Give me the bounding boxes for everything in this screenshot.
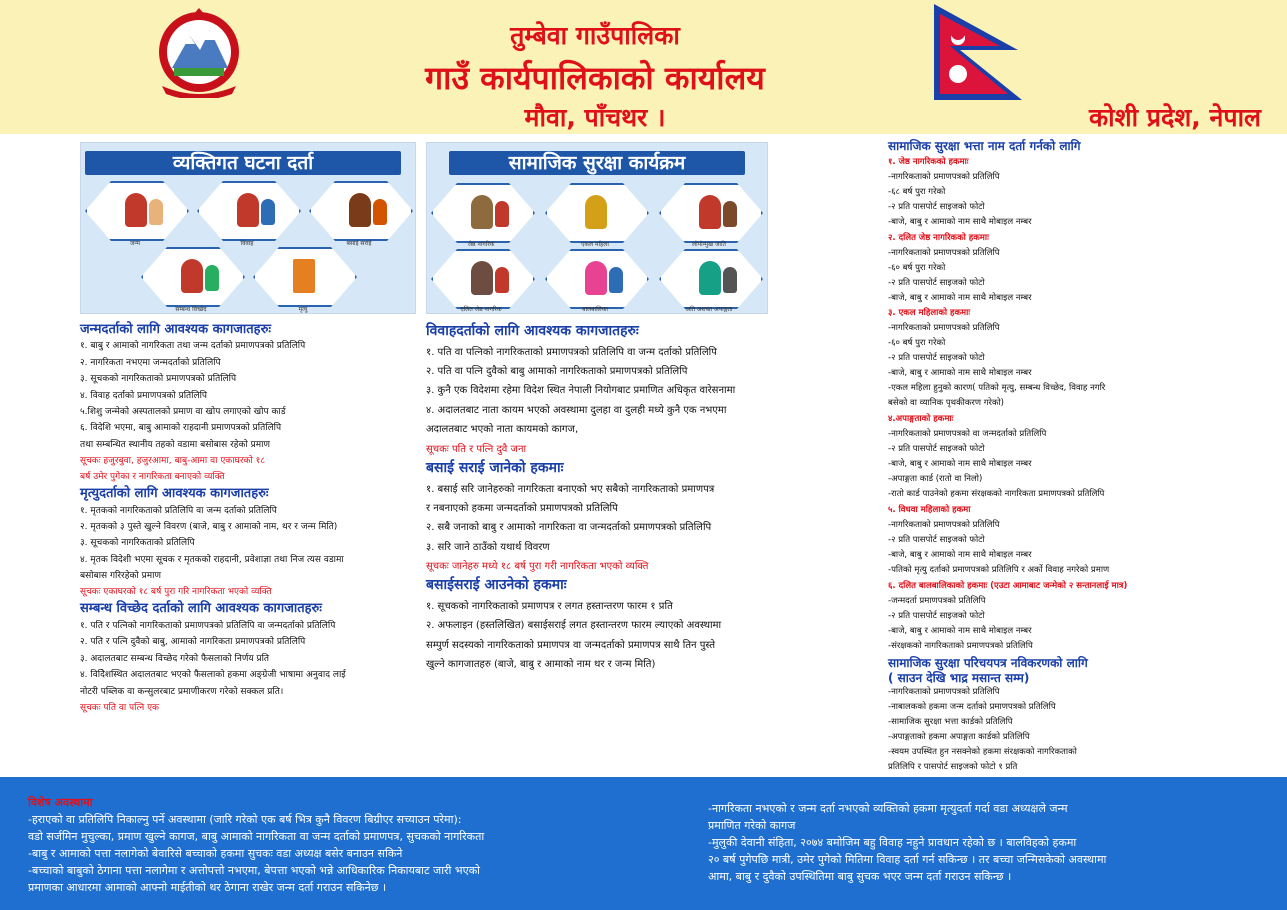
birth-item: ५.शिशु जन्मेको अस्पतालको प्रमाण वा खोप लगाएको खोप कार्ड (80, 407, 286, 417)
divorce-item: १. पति र पत्निको नागरिकताको प्रमाणपत्रको प्रतिलिपि वा जन्मदर्ताको प्रतिलिपि (80, 621, 336, 631)
allowance-item: -६० बर्ष पुरा गरेको (888, 338, 946, 348)
renewal-item: -नागरिकताको प्रमाणपत्रको प्रतिलिपि (888, 687, 1000, 697)
migration-out-informant-note: सूचकः जानेहरु मध्ये १८ बर्ष पुरा गरी नागरिकता भएको व्यक्ति (426, 561, 649, 572)
caption-single-woman: एकल महिला (581, 241, 609, 248)
caption-marriage: विवाह (240, 240, 254, 247)
allowance-group-heading: ४.अपाङ्गताको हकमाः (888, 414, 954, 424)
nepal-emblem-icon (140, 6, 258, 98)
footer-right-line: आमा, बाबु र दुवैको उपस्थितिमा बाबु सुचक भएर जन्म दर्ता गराउन सकिन्छ । (708, 870, 1012, 883)
death-item: ४. मृतक विदेशी भएमा सूचक र मृतकको राहदानी, प्रवेशाज्ञा तथा निज त्यस वडामा (80, 555, 344, 565)
allowance-item: बसेको वा व्यानिक पृथकीकरण गरेको) (888, 398, 1004, 408)
marriage-registration-heading: विवाहदर्ताको लागि आवश्यक कागजातहरुः (426, 323, 639, 339)
footer-left-line: -हराएको वा प्रतिलिपि निकाल्नु पर्ने अवस्थामा (जारि गरेको एक बर्ष भित्र कुनै विवरण बिग्रीएर सच्याउन परेमा): (28, 813, 462, 826)
footer-right-line: २० बर्ष पुगेपछि मात्री, उमेर पुगेको मितिमा विवाह दर्ता गर्न सकिन्छ । तर बच्चा जन्मिसकेको अवस्थामा (708, 853, 1107, 866)
marriage-item: अदालतबाट भएको नाता कायमको कागज, (426, 424, 579, 435)
allowance-item: -बाजे, बाबु र आमाको नाम साथै मोबाइल नम्बर (888, 550, 1032, 560)
caption-death: मृत्यु (298, 306, 308, 313)
divorce-item: २. पति र पत्नि दुवैको बाबु, आमाको नागरिकता प्रमाणपत्रको प्रतिलिपि (80, 637, 306, 647)
migration-illustration (309, 181, 413, 241)
caption-senior: जेष्ठ नागरिक (467, 241, 495, 248)
senior-citizen-illustration (431, 183, 535, 243)
allowance-item: -बाजे, बाबु र आमाको नाम साथै मोबाइल नम्बर (888, 368, 1032, 378)
renewal-item: -नाबालकको हकमा जन्म दर्ताको प्रमाणपत्रको प्रतिलिपि (888, 702, 1056, 712)
divorce-informant-note: सूचकः पति वा पत्नि एक (80, 703, 159, 713)
marriage-illustration (197, 181, 301, 241)
allowance-item: -अपाङ्गता कार्ड (रातो वा निलो) (888, 474, 983, 484)
renewal-item: प्रतिलिपि र पासपोर्ट साइजको फोटो १ प्रति (888, 762, 1018, 772)
caption-birth: जन्म (130, 240, 140, 247)
migration-in-item: २. अफलाइन (हस्तलिखित) बसाईसराई लगत हस्तान्तरण फारम ल्याएको अवस्थामा (426, 620, 722, 631)
allowance-item: -२ प्रति पासपोर्ट साइजको फोटो (888, 278, 985, 288)
caption-children: बालबालिका (582, 306, 608, 313)
municipality-name: तुम्बेवा गाउँपालिका (510, 21, 680, 50)
birth-registration-heading: जन्मदर्ताको लागि आवश्यक कागजातहरुः (80, 322, 271, 337)
allowance-item: -६८ बर्ष पुरा गरेको (888, 187, 946, 197)
personal-events-panel (80, 142, 416, 314)
allowance-item: -संरक्षकको नागरिकताको प्रमाणपत्रको प्रतिलिपि (888, 641, 1033, 651)
allowance-item: -रातो कार्ड पाउनेको हकमा संरक्षकको नागरिकता प्रमाणपत्रको प्रतिलिपि (888, 489, 1105, 499)
death-item: बसोबास गरिरहेको प्रमाण (80, 571, 161, 581)
birth-informant-note: बर्ष उमेर पुगेका र नागरिकता बनाएको व्यक्ति (80, 472, 225, 482)
migration-in-heading: बसाईसराई आउनेको हकमाः (426, 577, 567, 593)
divorce-item: नोटरी पब्लिक वा कन्सुलरबाट प्रमाणीकरण गरेको सक्कल प्रति। (80, 687, 284, 697)
endangered-ethnic-illustration (659, 183, 763, 243)
allowance-item: -बाजे, बाबु र आमाको नाम साथै मोबाइल नम्बर (888, 459, 1032, 469)
death-informant-note: सूचकः एकाघरको १८ बर्ष पुरा गरि नागरिकता भएको व्यक्ति (80, 587, 272, 597)
allowance-item: -बाजे, बाबु र आमाको नाम साथै मोबाइल नम्बर (888, 626, 1032, 636)
id-renewal-heading: सामाजिक सुरक्षा परिचयपत्र नविकरणको लागि (888, 656, 1088, 670)
migration-in-item: खुल्ने कागजातहरु (बाजे, बाबु र आमाको नाम थर र जन्म मिति) (426, 659, 656, 670)
allowance-group-heading: १. जेष्ठ नागरिकको हकमाः (888, 157, 969, 167)
divorce-illustration (141, 247, 245, 307)
allowance-item: -बाजे, बाबु र आमाको नाम साथै मोबाइल नम्बर (888, 217, 1032, 227)
renewal-item: -स्वयम उपस्थित हुन नसक्नेको हकमा संरक्षकको नागरिकताको (888, 747, 1077, 757)
header-banner (0, 0, 1287, 134)
allowance-item: -२ प्रति पासपोर्ट साइजको फोटो (888, 535, 985, 545)
footer-special-cases (0, 777, 1287, 910)
marriage-informant-note: सूचकः पति र पत्नि दुवै जना (426, 444, 527, 455)
renewal-item: -अपाङ्गताको हकमा अपाङ्गता कार्डको प्रतिलिपि (888, 732, 1030, 742)
birth-informant-note: सूचकः हजुरबुवा, हजुरआमा, बाबु-आमा वा एकाघरको १८ (80, 456, 266, 466)
allowance-item: -नागरिकताको प्रमाणपत्रको वा जन्मदर्ताको प्रतिलिपि (888, 429, 1047, 439)
allowance-item: -नागरिकताको प्रमाणपत्रको प्रतिलिपि (888, 172, 1000, 182)
birth-item: २. नागरिकता नभएमा जन्मदर्ताको प्रतिलिपि (80, 358, 221, 368)
marriage-item: ४. अदालतबाट नाता कायम भएको अवस्थामा दुलहा वा दुलही मध्ये कुनै एक नभएमा (426, 405, 727, 416)
death-item: ३. सूचकको नागरिकताको प्रतिलिपि (80, 538, 195, 548)
birth-item: १. बाबु र आमाको नागरिकता तथा जन्म दर्ताको प्रमाणपत्रको प्रतिलिपि (80, 341, 306, 351)
children-illustration (545, 249, 649, 309)
footer-left-line: वडो सर्जमिन मुचुल्का, प्रमाण खुल्ने कागज, बाबु आमाको नागरिकता वा जन्म दर्ताको प्रमाणपत्र, सुचकको नागरिकता (28, 830, 485, 843)
allowance-item: -बाजे, बाबु र आमाको नाम साथै मोबाइल नम्बर (888, 293, 1032, 303)
province-label: कोशी प्रदेश, नेपाल (1088, 103, 1261, 132)
social-security-title: सामाजिक सुरक्षा कार्यक्रम (449, 151, 745, 175)
allowance-item: -२ प्रति पासपोर्ट साइजको फोटो (888, 611, 985, 621)
allowance-group-heading: ३. एकल महिलाको हकमाः (888, 308, 971, 318)
allowance-item: -पतिको मृत्यु दर्ताको प्रमाणपत्रको प्रतिलिपि र अर्को विवाह नगरेको प्रमाण (888, 565, 1110, 575)
migration-out-heading: बसाई सराई जानेको हकमाः (426, 460, 564, 476)
marriage-item: २. पति वा पत्नि दुवैको बाबु आमाको नागरिकताको प्रमाणपत्रको प्रतिलिपि (426, 366, 688, 377)
birth-item: ३. सूचकको नागरिकताको प्रमाणपत्रको प्रतिलिपि (80, 374, 237, 384)
caption-endangered: लोपोन्मुख जाति (692, 241, 726, 248)
divorce-item: ४. विदिेशस्थित अदालतबाट भएको फैसलाको हकमा अङ्ग्रेजी भाषामा अनुवाद लाई (80, 670, 346, 680)
divorce-item: ३. अदालतबाट सम्बन्ध विच्छेद गरेको फैसलाको निर्णय प्रति (80, 654, 270, 664)
allowance-item: -२ प्रति पासपोर्ट साइजको फोटो (888, 202, 985, 212)
caption-migration: बसाई सराई (346, 240, 372, 247)
footer-right-line: -मुलुकी देवानी संहिता, २०७४ बमोजिम बहु विवाह नहुने प्रावधान रहेको छ । बालविहको हकमा (708, 836, 1077, 849)
caption-dalit-senior: दलित जेष्ठ नागरिक (460, 306, 502, 313)
birth-item: ४. विवाह दर्ताको प्रमाणपत्रको प्रतिलिपि (80, 391, 208, 401)
social-security-panel (426, 142, 768, 314)
footer-right-line: -नागरिकता नभएको र जन्म दर्ता नभएको व्यक्तिको हकमा मृत्युदर्ता गर्दा वडा अध्यक्षले जन्म (708, 802, 1068, 815)
migration-out-item: र नबनाएको हकमा जन्मदर्ताको प्रमाणपत्रको प्रतिलिपि (426, 503, 618, 514)
dalit-senior-illustration (431, 249, 535, 309)
footer-left-line: -बाबु र आमाको पत्ता नलागेको बेवारिसे बच्चाको हकमा सुचकः वडा अध्यक्ष बसेर बनाउन सकिने (28, 847, 403, 860)
office-location: मौवा, पाँचथर । (524, 103, 666, 132)
allowance-item: -२ प्रति पासपोर्ट साइजको फोटो (888, 444, 985, 454)
allowance-item: -६० बर्ष पुरा गरेको (888, 263, 946, 273)
footer-left-line: प्रमाणका आधारमा आमाको आफ्नो माईतीको थर ठेगाना राखेर जन्म दर्ता गराउन सकिनेछ । (28, 881, 387, 894)
birth-item: तथा सम्बन्धित स्थानीय तहको वडामा बसोबास रहेको प्रमाण (80, 440, 270, 450)
birth-item: ६. विदेशि भएमा, बाबु आमाको राहदानी प्रमाणपत्रको प्रतिलिपि (80, 423, 282, 433)
divorce-registration-heading: सम्बन्ध विच्छेद दर्ताको लागि आवश्यक कागजातहरुः (80, 601, 322, 616)
birth-illustration (85, 181, 189, 241)
death-registration-heading: मृत्युदर्ताको लागि आवश्यक कागजातहरुः (80, 486, 269, 501)
single-woman-illustration (545, 183, 649, 243)
death-item: १. मृतकको नागरिकताको प्रतिलिपि वा जन्म दर्ताको प्रतिलिपि (80, 506, 277, 516)
allowance-item: -नागरिकताको प्रमाणपत्रको प्रतिलिपि (888, 323, 1000, 333)
id-renewal-period: ( साउन देखि भाद्र मसान्त सम्म) (888, 671, 1030, 685)
allowance-item: -२ प्रति पासपोर्ट साइजको फोटो (888, 353, 985, 363)
personal-events-title: व्यक्तिगत घटना दर्ता (85, 151, 401, 175)
nepal-flag-icon (930, 2, 1026, 102)
special-cases-heading: विशेष अवस्थामा (28, 796, 93, 809)
allowance-item: -जन्मदर्ता प्रमाणपत्रको प्रतिलिपि (888, 596, 986, 606)
allowance-item: -एकल महिला हुनुको कारण( पतिको मृत्यु, सम्बन्ध विच्छेद, विवाह नगरि (888, 383, 1106, 393)
footer-left-line: -बच्चाको बाबुको ठेगाना पत्ता नलागेमा र अत्तोपत्तो नभएमा, बेपत्ता भएको भन्ने आधिकारिक निकायबाट जारी भएको (28, 864, 481, 877)
caption-disability: अति अशक्त अपाङ्गता (685, 306, 733, 313)
office-name: गाउँ कार्यपालिकाको कार्यालय (425, 59, 765, 97)
social-allowance-heading: सामाजिक सुरक्षा भत्ता नाम दर्ता गर्नको लागि (888, 139, 1081, 153)
marriage-item: ३. कुनै एक विदेशमा रहेमा विदेश स्थित नेपाली नियोगबाट प्रमाणित अधिकृत वारेसनामा (426, 385, 736, 396)
renewal-item: -सामाजिक सुरक्षा भत्ता कार्डको प्रतिलिपि (888, 717, 1013, 727)
migration-in-item: १. सूचकको नागरिकताको प्रमाणपत्र र लगत हस्तान्तरण फारम १ प्रति (426, 601, 673, 612)
allowance-group-heading: २. दलित जेष्ठ नागरिकको हकमाः (888, 233, 989, 243)
allowance-item: -नागरिकताको प्रमाणपत्रको प्रतिलिपि (888, 248, 1000, 258)
death-illustration (253, 247, 357, 307)
allowance-group-heading: ६. दलित बालबालिकाको हकमाः (एउटा आमाबाट जन्मेको २ सन्तानलाई मात्र) (888, 581, 1128, 591)
footer-right-line: प्रमाणित गरेको कागज (708, 819, 796, 832)
migration-in-item: सम्पुर्ण सदस्यको नागरिकताको प्रमाणपत्र वा जन्मदर्ताको प्रमाणपत्र साथै तिन पुस्ते (426, 640, 716, 651)
migration-out-item: ३. सरि जाने ठाउँको यथार्थ विवरण (426, 542, 550, 553)
death-item: २. मृतकको ३ पुस्ते खुल्ने विवरण (बाजे, बाबु र आमाको नाम, थर र जन्म मिति) (80, 522, 338, 532)
migration-out-item: १. बसाई सरि जानेहरुको नागरिकता बनाएको भए सबैको नागरिकताको प्रमाणपत्र (426, 484, 715, 495)
caption-divorce: सम्बन्ध विच्छेद (175, 306, 207, 313)
disability-illustration (659, 249, 763, 309)
allowance-item: -नागरिकताको प्रमाणपत्रको प्रतिलिपि (888, 520, 1000, 530)
marriage-item: १. पति वा पत्निको नागरिकताको प्रमाणपत्रको प्रतिलिपि वा जन्म दर्ताको प्रतिलिपि (426, 347, 717, 358)
migration-out-item: २. सबै जनाको बाबु र आमाको नागरिकता वा जन्मदर्ताको प्रमाणपत्रको प्रतिलिपि (426, 522, 712, 533)
allowance-group-heading: ५. विधवा महिलाको हकमा (888, 505, 971, 515)
